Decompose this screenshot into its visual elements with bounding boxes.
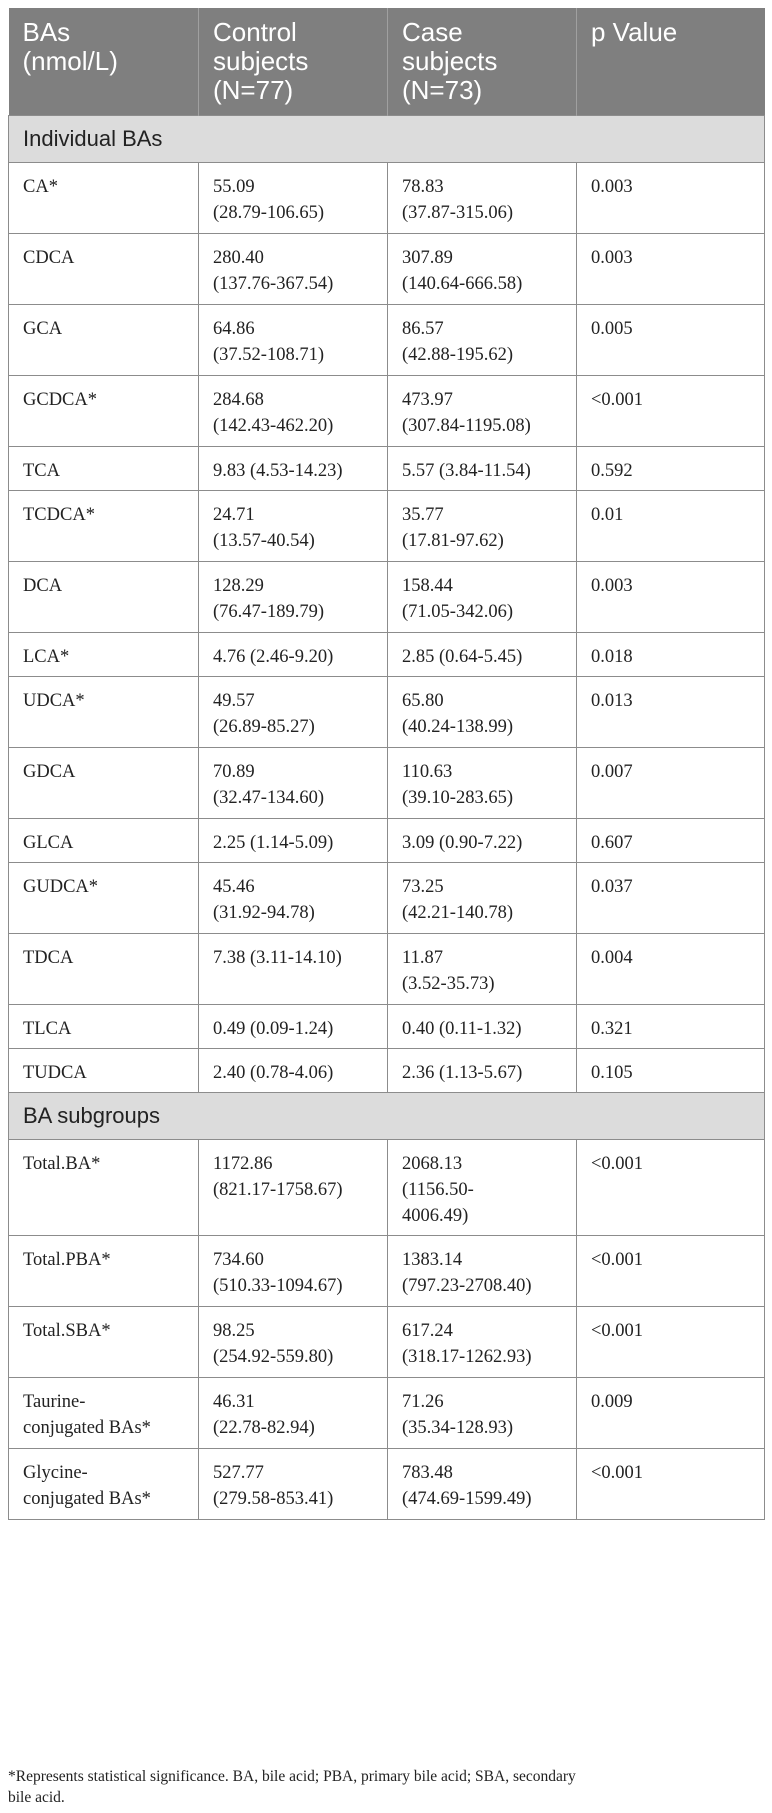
case-value-cell: 2068.13 (1156.50- 4006.49) — [388, 1140, 577, 1236]
p-value-cell: <0.001 — [577, 1140, 765, 1236]
table-row — [9, 1140, 765, 1236]
table-row — [9, 163, 765, 234]
table-row — [9, 1236, 765, 1307]
p-value-cell: 0.007 — [577, 748, 765, 819]
ba-name-cell: GCDCA* — [9, 376, 199, 447]
control-value-cell: 527.77 (279.58-853.41) — [199, 1449, 388, 1520]
header-bas: BAs (nmol/L) — [9, 8, 199, 116]
case-value-cell: 71.26 (35.34-128.93) — [388, 1378, 577, 1449]
case-value-cell: 783.48 (474.69-1599.49) — [388, 1449, 577, 1520]
ba-name-cell: TCDCA* — [9, 491, 199, 562]
case-value-cell: 617.24 (318.17-1262.93) — [388, 1307, 577, 1378]
ba-name-cell: TCA — [9, 447, 199, 491]
ba-name-cell: DCA — [9, 562, 199, 633]
case-value-cell: 473.97 (307.84-1195.08) — [388, 376, 577, 447]
section-title: Individual BAs — [9, 116, 765, 163]
ba-name-cell: GDCA — [9, 748, 199, 819]
case-value-cell: 2.36 (1.13-5.67) — [388, 1049, 577, 1093]
case-value-cell: 78.83 (37.87-315.06) — [388, 163, 577, 234]
p-value-cell: 0.01 — [577, 491, 765, 562]
control-value-cell: 7.38 (3.11-14.10) — [199, 934, 388, 1005]
case-value-cell: 110.63 (39.10-283.65) — [388, 748, 577, 819]
table-header — [9, 8, 765, 116]
ba-name-cell: CA* — [9, 163, 199, 234]
header-row — [9, 8, 765, 116]
control-value-cell: 24.71 (13.57-40.54) — [199, 491, 388, 562]
section-title: BA subgroups — [9, 1093, 765, 1140]
ba-name-cell: TDCA — [9, 934, 199, 1005]
case-value-cell: 86.57 (42.88-195.62) — [388, 305, 577, 376]
p-value-cell: 0.005 — [577, 305, 765, 376]
ba-name-cell: Total.BA* — [9, 1140, 199, 1236]
control-value-cell: 55.09 (28.79-106.65) — [199, 163, 388, 234]
control-value-cell: 70.89 (32.47-134.60) — [199, 748, 388, 819]
case-value-cell: 158.44 (71.05-342.06) — [388, 562, 577, 633]
ba-name-cell: TUDCA — [9, 1049, 199, 1093]
p-value-cell: <0.001 — [577, 1236, 765, 1307]
table-row — [9, 491, 765, 562]
section-row — [9, 1093, 765, 1140]
case-value-cell: 65.80 (40.24-138.99) — [388, 677, 577, 748]
table-container — [8, 8, 764, 1520]
control-value-cell: 1172.86 (821.17-1758.67) — [199, 1140, 388, 1236]
p-value-cell: 0.592 — [577, 447, 765, 491]
case-value-cell: 1383.14 (797.23-2708.40) — [388, 1236, 577, 1307]
ba-name-cell: UDCA* — [9, 677, 199, 748]
ba-name-cell: Glycine- conjugated BAs* — [9, 1449, 199, 1520]
ba-name-cell: Total.SBA* — [9, 1307, 199, 1378]
p-value-cell: 0.037 — [577, 863, 765, 934]
control-value-cell: 4.76 (2.46-9.20) — [199, 633, 388, 677]
table-row — [9, 234, 765, 305]
p-value-cell: <0.001 — [577, 1449, 765, 1520]
ba-name-cell: LCA* — [9, 633, 199, 677]
table-row — [9, 1307, 765, 1378]
case-value-cell: 73.25 (42.21-140.78) — [388, 863, 577, 934]
ba-name-cell: GLCA — [9, 819, 199, 863]
case-value-cell: 5.57 (3.84-11.54) — [388, 447, 577, 491]
case-value-cell: 307.89 (140.64-666.58) — [388, 234, 577, 305]
p-value-cell: 0.003 — [577, 562, 765, 633]
table-row — [9, 677, 765, 748]
p-value-cell: 0.009 — [577, 1378, 765, 1449]
control-value-cell: 98.25 (254.92-559.80) — [199, 1307, 388, 1378]
p-value-cell: 0.105 — [577, 1049, 765, 1093]
table-row — [9, 863, 765, 934]
p-value-cell: 0.013 — [577, 677, 765, 748]
header-control: Control subjects (N=77) — [199, 8, 388, 116]
section-row — [9, 116, 765, 163]
table-row — [9, 376, 765, 447]
table-row — [9, 447, 765, 491]
ba-name-cell: Taurine- conjugated BAs* — [9, 1378, 199, 1449]
table-row — [9, 1378, 765, 1449]
ba-name-cell: CDCA — [9, 234, 199, 305]
p-value-cell: 0.321 — [577, 1005, 765, 1049]
case-value-cell: 2.85 (0.64-5.45) — [388, 633, 577, 677]
footnote: *Represents statistical significance. BA, bile acid; PBA, primary bile acid; SBA, secondary bile acid. — [8, 1768, 576, 1806]
p-value-cell: 0.018 — [577, 633, 765, 677]
p-value-cell: 0.607 — [577, 819, 765, 863]
bile-acid-table — [8, 8, 765, 1520]
p-value-cell: <0.001 — [577, 1307, 765, 1378]
table-row — [9, 305, 765, 376]
p-value-cell: 0.003 — [577, 163, 765, 234]
p-value-cell: 0.004 — [577, 934, 765, 1005]
control-value-cell: 280.40 (137.76-367.54) — [199, 234, 388, 305]
table-body — [9, 116, 765, 1520]
control-value-cell: 2.25 (1.14-5.09) — [199, 819, 388, 863]
control-value-cell: 9.83 (4.53-14.23) — [199, 447, 388, 491]
p-value-cell: <0.001 — [577, 376, 765, 447]
control-value-cell: 0.49 (0.09-1.24) — [199, 1005, 388, 1049]
table-row — [9, 633, 765, 677]
ba-name-cell: GCA — [9, 305, 199, 376]
case-value-cell: 3.09 (0.90-7.22) — [388, 819, 577, 863]
table-row — [9, 1049, 765, 1093]
header-case: Case subjects (N=73) — [388, 8, 577, 116]
p-value-cell: 0.003 — [577, 234, 765, 305]
control-value-cell: 128.29 (76.47-189.79) — [199, 562, 388, 633]
table-row — [9, 1449, 765, 1520]
table-row — [9, 748, 765, 819]
control-value-cell: 2.40 (0.78-4.06) — [199, 1049, 388, 1093]
case-value-cell: 35.77 (17.81-97.62) — [388, 491, 577, 562]
control-value-cell: 46.31 (22.78-82.94) — [199, 1378, 388, 1449]
case-value-cell: 11.87 (3.52-35.73) — [388, 934, 577, 1005]
table-row — [9, 1005, 765, 1049]
control-value-cell: 734.60 (510.33-1094.67) — [199, 1236, 388, 1307]
control-value-cell: 49.57 (26.89-85.27) — [199, 677, 388, 748]
table-row — [9, 934, 765, 1005]
ba-name-cell: TLCA — [9, 1005, 199, 1049]
control-value-cell: 284.68 (142.43-462.20) — [199, 376, 388, 447]
case-value-cell: 0.40 (0.11-1.32) — [388, 1005, 577, 1049]
ba-name-cell: Total.PBA* — [9, 1236, 199, 1307]
header-p-value: p Value — [577, 8, 765, 116]
table-row — [9, 562, 765, 633]
table-row — [9, 819, 765, 863]
control-value-cell: 45.46 (31.92-94.78) — [199, 863, 388, 934]
control-value-cell: 64.86 (37.52-108.71) — [199, 305, 388, 376]
ba-name-cell: GUDCA* — [9, 863, 199, 934]
